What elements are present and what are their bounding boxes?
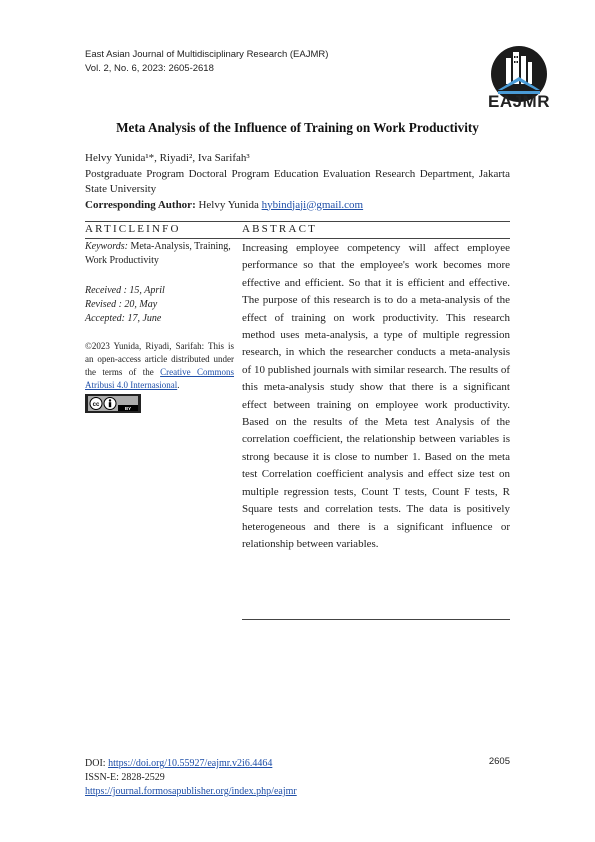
divider-heading — [85, 238, 510, 239]
cc-by-badge-icon — [85, 394, 141, 413]
keywords — [85, 240, 234, 268]
revised-date: Revised : 20, May — [85, 299, 158, 310]
abstract-text: Increasing employee competency will affect employee performance so that the employee's work becomes more effective and efficient. So that it is efficient and effective. The purpose of this research is to do a meta-analysis of the effect of training on work productivity. This research method uses meta-analysis, a type of multiple regression research, in which the researcher conducts a meta-analysis of 10 published journals with similar research. The results of this meta-analysis study show that there is a significant effect between training on employee work productivity. Based on the results of the Meta test Analysis of the correlation coefficient, the relationship between variables is strong because it is close to number 1. Based on the meta test Correlation coefficient analysis and effect size test on multiple regression tests, Count T tests, Count F tests, R Square tests and correlation tests. The data is positively heterogeneous and there is a significant influence or relationship between variables. — [242, 242, 510, 550]
accepted-date: Accepted: 17, June — [85, 313, 162, 324]
svg-text:cc: cc — [92, 402, 100, 408]
keywords-label: Keywords: — [85, 241, 128, 252]
footer — [85, 757, 297, 799]
doi-line — [85, 757, 297, 771]
svg-text:BY: BY — [124, 406, 132, 411]
issn: ISSN-E: 2828-2529 — [85, 772, 165, 783]
corresponding-label: Corresponding Author: — [85, 198, 196, 211]
received-date: Received : 15, April — [85, 285, 165, 296]
journal-site-link[interactable]: https://journal.formosapublisher.org/index.php/eajmr — [85, 786, 297, 797]
author-names: Helvy Yunida¹*, Riyadi², Iva Sarifah³ — [85, 152, 250, 164]
license-text: ©2023 Yunida, Riyadi, Sarifah: This is an open-access article distributed under the terms of the — [85, 341, 234, 377]
keywords-text: Meta-Analysis, Training, Work Productivity — [85, 241, 231, 266]
corresponding-name: Helvy Yunida — [198, 198, 259, 211]
page-number: 2605 — [488, 756, 510, 767]
author-affiliation: Postgraduate Program Doctoral Program Education Evaluation Research Department, Jakarta State University — [85, 167, 510, 195]
article-dates — [85, 284, 234, 326]
abstract-heading: ABSTRACT — [242, 223, 318, 235]
divider-top — [85, 221, 510, 222]
license-end: . — [177, 380, 180, 390]
article-info-heading: ARTICLEINFO — [85, 223, 181, 235]
author-block — [85, 151, 510, 213]
journal-volume: Vol. 2, No. 6, 2023: 2605-2618 — [85, 63, 214, 74]
corresponding-email-link[interactable]: hybindjaji@gmail.com — [261, 198, 364, 211]
journal-header — [85, 48, 328, 76]
doi-label: DOI: — [85, 758, 106, 769]
corresponding-author — [85, 198, 510, 214]
doi-link[interactable]: https://doi.org/10.55927/eajmr.v2i6.4464 — [108, 758, 273, 769]
license-link[interactable]: Creative Commons Atribusi 4.0 Internasional — [85, 367, 235, 390]
logo-text: EAJMR — [487, 92, 550, 111]
article-info-column — [85, 240, 234, 413]
journal-name: East Asian Journal of Multidisciplinary Research (EAJMR) — [85, 49, 329, 60]
paper-title: Meta Analysis of the Influence of Training on Work Productivity — [116, 120, 479, 135]
license-notice — [85, 340, 234, 392]
divider-abstract-end — [242, 619, 510, 620]
